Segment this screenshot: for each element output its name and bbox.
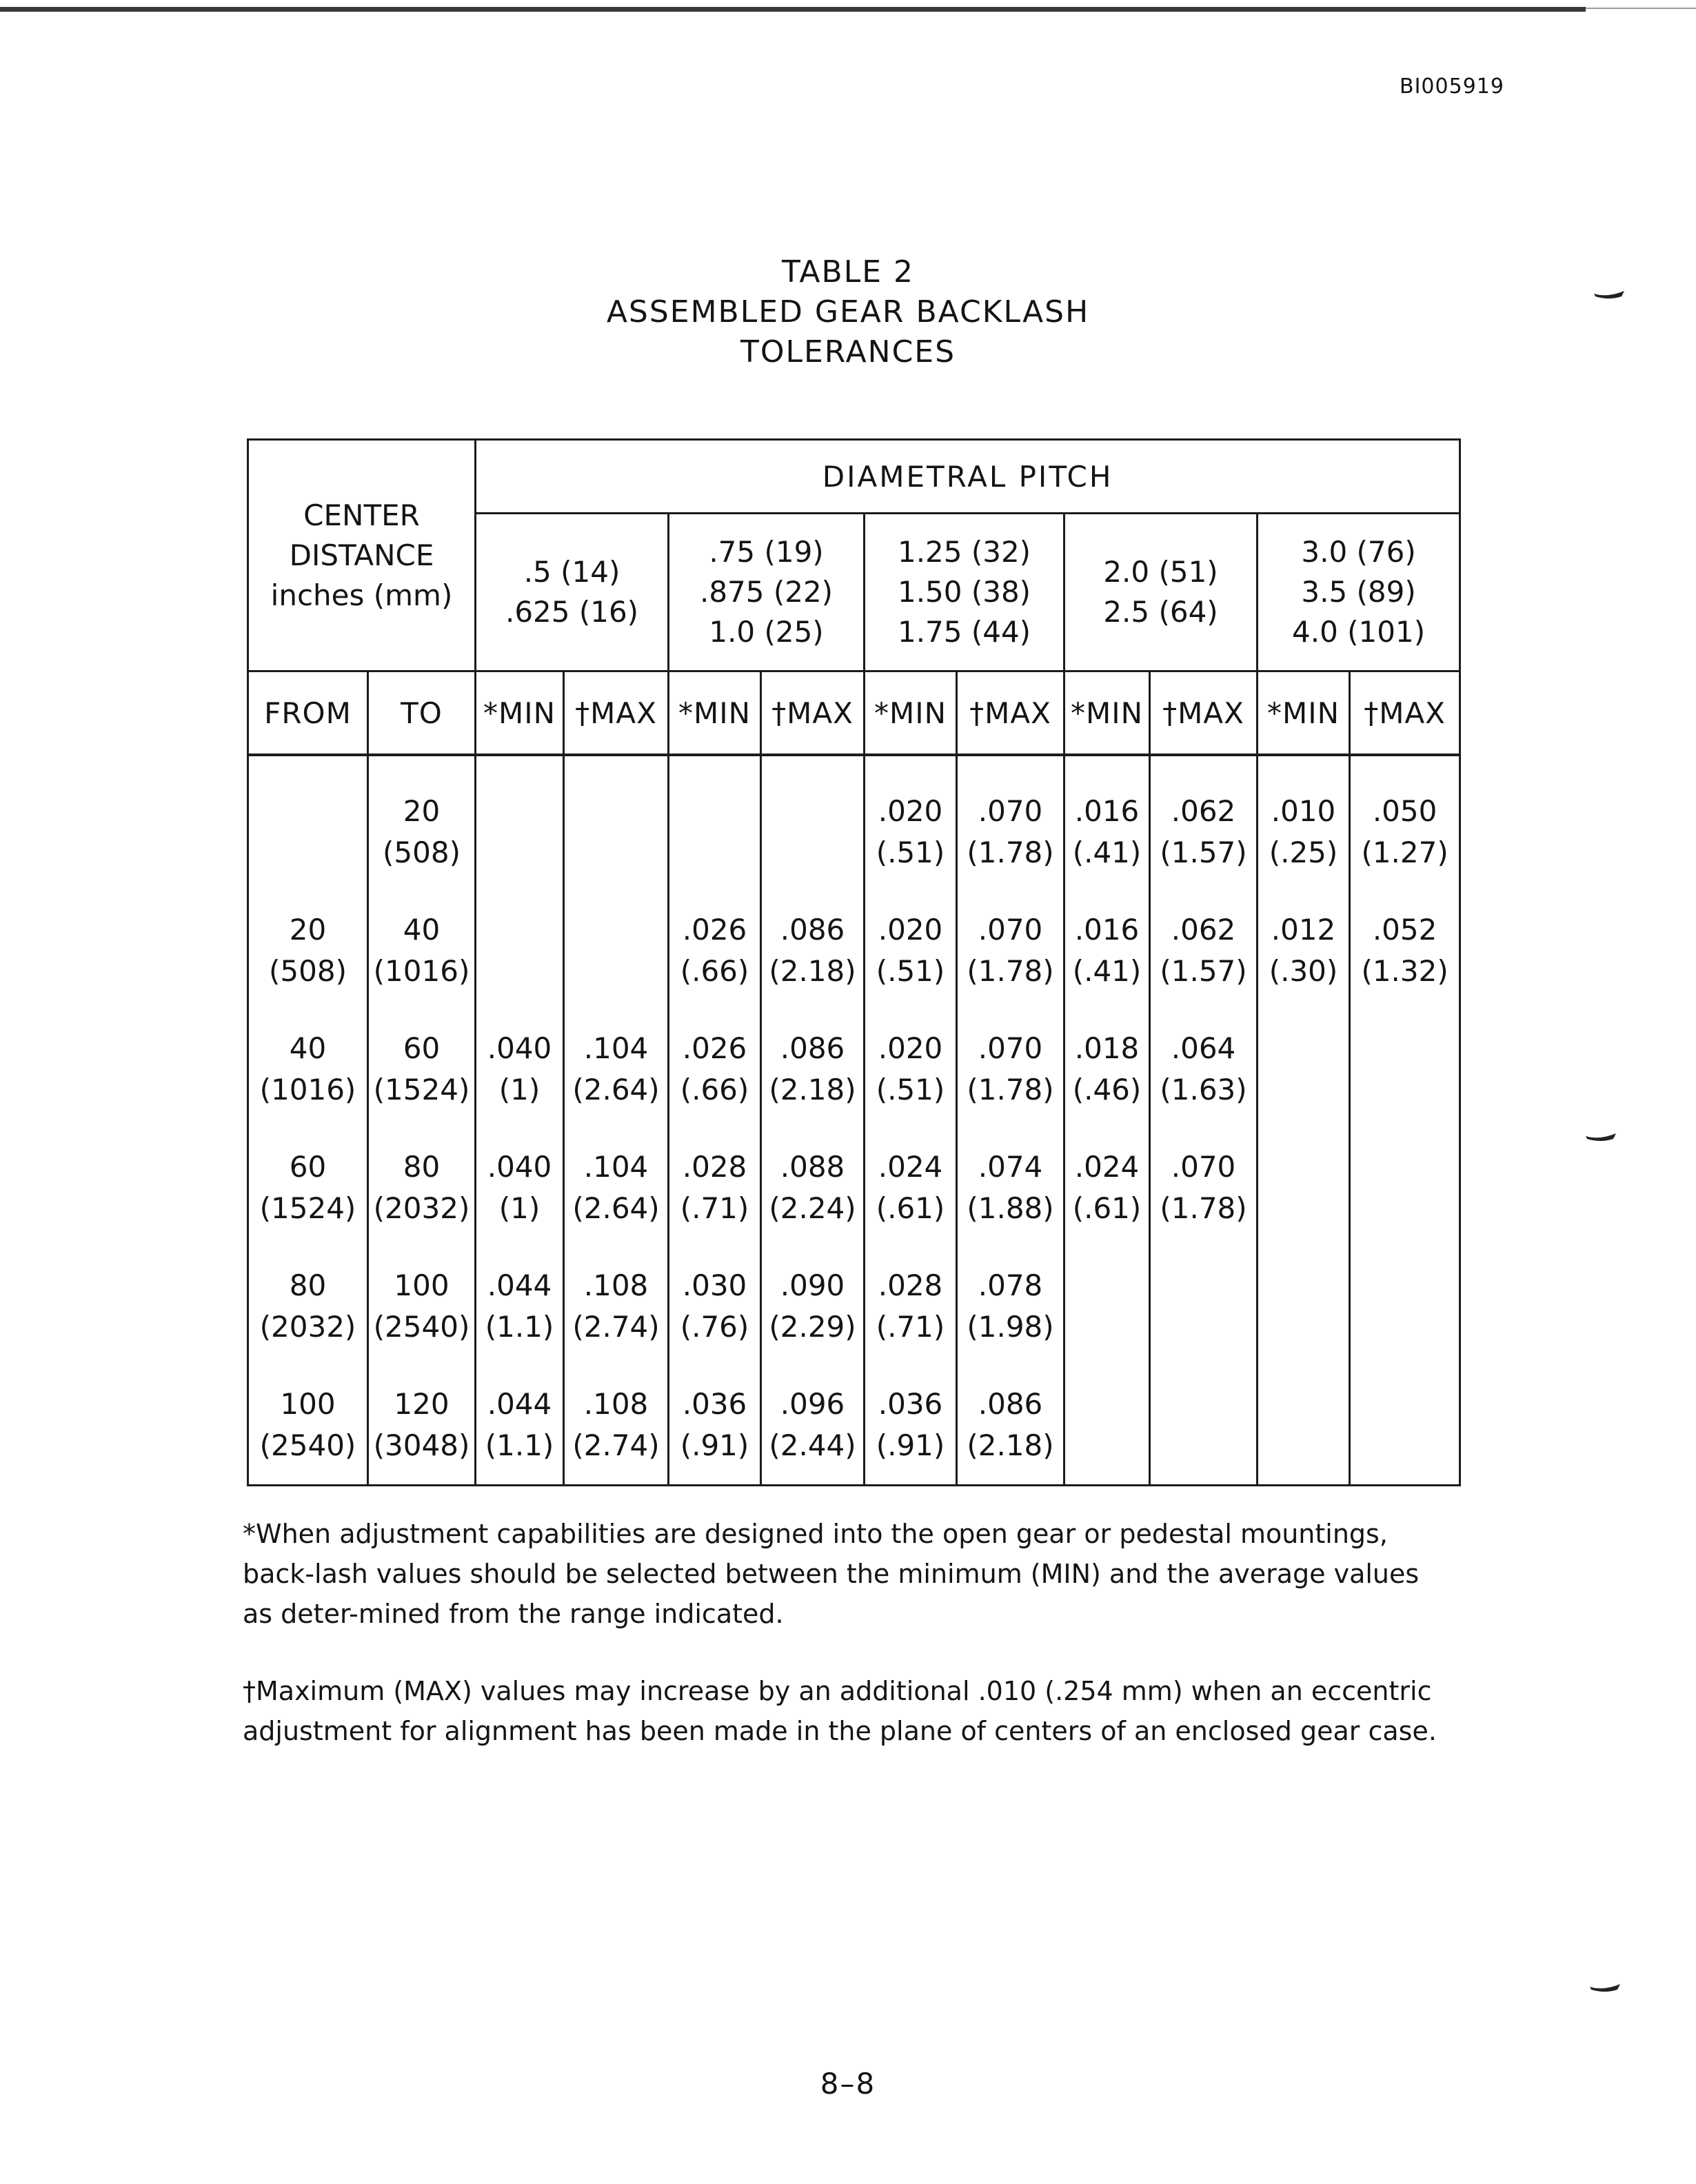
max-value-cell <box>1350 891 1460 1010</box>
to-cell <box>368 755 476 891</box>
inch-value: 20 <box>403 794 441 828</box>
center-distance-label-line: CENTER <box>303 498 420 532</box>
max-column-header: †MAX <box>1150 671 1258 756</box>
pitch-group-header <box>1064 514 1258 671</box>
backlash-tolerance-table <box>247 438 1461 1486</box>
inch-value: .086 <box>780 1031 845 1065</box>
min-value-cell <box>865 1010 957 1129</box>
inch-value: .026 <box>682 1031 747 1065</box>
min-value-cell <box>476 891 564 1010</box>
mm-value: (.61) <box>876 1191 945 1225</box>
inch-value: .028 <box>878 1268 943 1302</box>
max-value-cell <box>564 1247 669 1366</box>
pitch-value: 1.0 (25) <box>709 615 824 649</box>
min-value-cell <box>476 1366 564 1486</box>
mm-value: (.25) <box>1269 836 1338 869</box>
center-distance-header <box>248 440 476 671</box>
inch-value: .074 <box>978 1150 1043 1184</box>
inch-value: .040 <box>487 1150 552 1184</box>
inch-value: .104 <box>583 1031 649 1065</box>
from-cell <box>248 1247 368 1366</box>
pitch-value: .875 (22) <box>699 575 834 609</box>
inch-value: .088 <box>780 1150 845 1184</box>
max-value-cell <box>1150 1129 1258 1247</box>
inch-value: 100 <box>280 1387 336 1421</box>
min-value-cell <box>1258 755 1350 891</box>
inch-value: 40 <box>403 913 441 947</box>
max-value-cell <box>1150 1366 1258 1486</box>
top-border-rule-tail <box>1586 8 1696 9</box>
inch-value: .062 <box>1171 794 1236 828</box>
table-row <box>248 755 1460 891</box>
mm-value: (1.57) <box>1160 836 1247 869</box>
mm-value: (.66) <box>680 954 749 988</box>
table-title-line-3: TOLERANCES <box>740 334 956 370</box>
inch-value: .070 <box>978 913 1043 947</box>
mm-value: (1.98) <box>967 1310 1054 1344</box>
max-value-cell <box>761 755 865 891</box>
mm-value: (2.74) <box>572 1428 660 1462</box>
min-column-header: *MIN <box>669 671 761 756</box>
inch-value: .086 <box>978 1387 1043 1421</box>
min-value-cell <box>1258 1129 1350 1247</box>
min-value-cell <box>669 755 761 891</box>
table-title-line-1: TABLE 2 <box>781 254 915 290</box>
to-header: TO <box>368 671 476 756</box>
pitch-value: .5 (14) <box>523 555 620 589</box>
binder-hole-mark-icon <box>1590 1983 1622 1994</box>
binder-hole-mark-icon <box>1586 1132 1617 1143</box>
mm-value: (.91) <box>876 1428 945 1462</box>
mm-value: (2032) <box>259 1310 356 1344</box>
mm-value: (2.18) <box>967 1428 1054 1462</box>
inch-value: .026 <box>682 913 747 947</box>
inch-value: .108 <box>583 1387 649 1421</box>
mm-value: (2.64) <box>572 1191 660 1225</box>
inch-value: .036 <box>878 1387 943 1421</box>
mm-value: (.46) <box>1072 1073 1142 1106</box>
min-value-cell <box>1258 891 1350 1010</box>
page-number: 8–8 <box>820 2067 876 2101</box>
inch-value: 80 <box>403 1150 441 1184</box>
max-value-cell <box>1150 1247 1258 1366</box>
to-cell <box>368 1010 476 1129</box>
inch-value: .070 <box>1171 1150 1236 1184</box>
mm-value: (.30) <box>1269 954 1338 988</box>
inch-value: 60 <box>403 1031 441 1065</box>
pitch-value: 1.50 (38) <box>897 575 1031 609</box>
inch-value: 100 <box>394 1268 450 1302</box>
mm-value: (1.78) <box>967 1073 1054 1106</box>
mm-value: (.76) <box>680 1310 749 1344</box>
min-column-header: *MIN <box>1258 671 1350 756</box>
max-value-cell <box>761 891 865 1010</box>
min-value-cell <box>1064 1010 1150 1129</box>
min-value-cell <box>1064 891 1150 1010</box>
mm-value: (1.88) <box>967 1191 1054 1225</box>
binder-hole-mark-icon <box>1594 290 1626 301</box>
min-value-cell <box>1064 1129 1150 1247</box>
max-value-cell <box>761 1129 865 1247</box>
inch-value: .012 <box>1271 913 1336 947</box>
mm-value: (2.18) <box>769 954 856 988</box>
center-distance-label-line: DISTANCE <box>289 538 434 572</box>
max-value-cell <box>1350 1247 1460 1366</box>
pitch-group-header <box>1258 514 1460 671</box>
mm-value: (.61) <box>1072 1191 1142 1225</box>
mm-value: (1.1) <box>485 1310 554 1344</box>
max-value-cell <box>1350 1129 1460 1247</box>
inch-value: .024 <box>1074 1150 1140 1184</box>
from-header: FROM <box>248 671 368 756</box>
table-row <box>248 1247 1460 1366</box>
mm-value: (2.24) <box>769 1191 856 1225</box>
mm-value: (.91) <box>680 1428 749 1462</box>
max-column-header: †MAX <box>564 671 669 756</box>
min-value-cell <box>1064 1366 1150 1486</box>
diametral-pitch-header: DIAMETRAL PITCH <box>476 440 1460 514</box>
center-distance-units-label: inches (mm) <box>270 578 453 612</box>
pitch-value: 4.0 (101) <box>1292 615 1426 649</box>
table-title-line-2: ASSEMBLED GEAR BACKLASH <box>606 294 1090 330</box>
inch-value: .040 <box>487 1031 552 1065</box>
mm-value: (1016) <box>373 954 470 988</box>
max-value-cell <box>761 1366 865 1486</box>
document-id: BI005919 <box>1400 74 1504 99</box>
min-column-header: *MIN <box>476 671 564 756</box>
mm-value: (.66) <box>680 1073 749 1106</box>
inch-value: .052 <box>1372 913 1437 947</box>
min-value-cell <box>476 1129 564 1247</box>
inch-value: 60 <box>289 1150 327 1184</box>
inch-value: .104 <box>583 1150 649 1184</box>
min-value-cell <box>669 1010 761 1129</box>
mm-value: (2032) <box>373 1191 470 1225</box>
from-cell <box>248 1366 368 1486</box>
min-value-cell <box>865 1247 957 1366</box>
mm-value: (508) <box>269 954 347 988</box>
inch-value: .078 <box>978 1268 1043 1302</box>
mm-value: (.71) <box>876 1310 945 1344</box>
inch-value: .020 <box>878 1031 943 1065</box>
from-cell <box>248 891 368 1010</box>
footnote-min: *When adjustment capabilities are designed into the open gear or pedestal mountings, back-lash values should be selected between the minimum (MIN) and the average values as deter-mined from the range indicated. <box>243 1519 1420 1629</box>
min-value-cell <box>865 1366 957 1486</box>
pitch-value: 2.5 (64) <box>1103 595 1218 629</box>
inch-value: .016 <box>1074 794 1140 828</box>
min-value-cell <box>669 1247 761 1366</box>
min-value-cell <box>476 1010 564 1129</box>
inch-value: .090 <box>780 1268 845 1302</box>
inch-value: .050 <box>1372 794 1437 828</box>
table-row <box>248 891 1460 1010</box>
inch-value: .010 <box>1271 794 1336 828</box>
top-border-rule <box>0 7 1586 12</box>
pitch-value: 3.5 (89) <box>1301 575 1416 609</box>
mm-value: (2540) <box>259 1428 356 1462</box>
min-value-cell <box>865 891 957 1010</box>
mm-value: (.41) <box>1072 836 1142 869</box>
inch-value: .062 <box>1171 913 1236 947</box>
max-value-cell <box>957 1366 1064 1486</box>
max-value-cell <box>1150 755 1258 891</box>
inch-value: 120 <box>394 1387 450 1421</box>
max-value-cell <box>564 1010 669 1129</box>
inch-value: .020 <box>878 913 943 947</box>
mm-value: (2.74) <box>572 1310 660 1344</box>
max-value-cell <box>1150 891 1258 1010</box>
min-value-cell <box>1258 1366 1350 1486</box>
inch-value: .024 <box>878 1150 943 1184</box>
min-value-cell <box>669 1366 761 1486</box>
min-value-cell <box>1258 1010 1350 1129</box>
inch-value: 40 <box>289 1031 327 1065</box>
max-value-cell <box>1350 755 1460 891</box>
pitch-value: 3.0 (76) <box>1301 535 1416 569</box>
mm-value: (1.78) <box>967 836 1054 869</box>
max-value-cell <box>957 755 1064 891</box>
from-cell <box>248 1010 368 1129</box>
max-column-header: †MAX <box>957 671 1064 756</box>
max-value-cell <box>564 891 669 1010</box>
inch-value: .070 <box>978 1031 1043 1065</box>
inch-value: 80 <box>289 1268 327 1302</box>
max-value-cell <box>564 1366 669 1486</box>
to-cell <box>368 891 476 1010</box>
mm-value: (1016) <box>259 1073 356 1106</box>
min-value-cell <box>1258 1247 1350 1366</box>
inch-value: .108 <box>583 1268 649 1302</box>
mm-value: (.51) <box>876 954 945 988</box>
max-value-cell <box>957 1247 1064 1366</box>
max-value-cell <box>564 1129 669 1247</box>
pitch-value: 2.0 (51) <box>1103 555 1218 589</box>
pitch-value: 1.75 (44) <box>897 615 1031 649</box>
min-value-cell <box>476 755 564 891</box>
inch-value: .020 <box>878 794 943 828</box>
pitch-group-header <box>865 514 1064 671</box>
min-value-cell <box>1064 755 1150 891</box>
min-value-cell <box>669 1129 761 1247</box>
mm-value: (2.18) <box>769 1073 856 1106</box>
to-cell <box>368 1129 476 1247</box>
inch-value: .096 <box>780 1387 845 1421</box>
table-row <box>248 1129 1460 1247</box>
mm-value: (1.32) <box>1361 954 1448 988</box>
pitch-value: 1.25 (32) <box>897 535 1031 569</box>
min-value-cell <box>865 755 957 891</box>
pitch-value: .625 (16) <box>505 595 639 629</box>
inch-value: .086 <box>780 913 845 947</box>
inch-value: .044 <box>487 1268 552 1302</box>
pitch-group-header <box>476 514 669 671</box>
footnote-max: †Maximum (MAX) values may increase by an additional .010 (.254 mm) when an eccentric adjustment for alignment has been made in the plane of centers of an enclosed gear case. <box>243 1676 1437 1746</box>
max-value-cell <box>761 1010 865 1129</box>
mm-value: (.51) <box>876 1073 945 1106</box>
mm-value: (3048) <box>373 1428 470 1462</box>
to-cell <box>368 1366 476 1486</box>
max-value-cell <box>957 891 1064 1010</box>
max-value-cell <box>957 1129 1064 1247</box>
max-column-header: †MAX <box>1350 671 1460 756</box>
max-column-header: †MAX <box>761 671 865 756</box>
from-cell <box>248 755 368 891</box>
inch-value: .036 <box>682 1387 747 1421</box>
mm-value: (1) <box>498 1191 541 1225</box>
mm-value: (.51) <box>876 836 945 869</box>
min-value-cell <box>865 1129 957 1247</box>
mm-value: (1.1) <box>485 1428 554 1462</box>
inch-value: .030 <box>682 1268 747 1302</box>
min-value-cell <box>669 891 761 1010</box>
to-cell <box>368 1247 476 1366</box>
max-value-cell <box>1150 1010 1258 1129</box>
mm-value: (.41) <box>1072 954 1142 988</box>
mm-value: (1.63) <box>1160 1073 1247 1106</box>
max-value-cell <box>564 755 669 891</box>
mm-value: (1524) <box>259 1191 356 1225</box>
max-value-cell <box>957 1010 1064 1129</box>
inch-value: .064 <box>1171 1031 1236 1065</box>
mm-value: (1) <box>498 1073 541 1106</box>
mm-value: (.71) <box>680 1191 749 1225</box>
mm-value: (1524) <box>373 1073 470 1106</box>
mm-value: (1.78) <box>1160 1191 1247 1225</box>
table-row <box>248 1366 1460 1486</box>
pitch-value: .75 (19) <box>709 535 824 569</box>
table-row <box>248 1010 1460 1129</box>
inch-value: .044 <box>487 1387 552 1421</box>
mm-value: (1.57) <box>1160 954 1247 988</box>
inch-value: .028 <box>682 1150 747 1184</box>
min-column-header: *MIN <box>865 671 957 756</box>
max-value-cell <box>1350 1010 1460 1129</box>
inch-value: .016 <box>1074 913 1140 947</box>
pitch-group-header <box>669 514 865 671</box>
min-column-header: *MIN <box>1064 671 1150 756</box>
from-cell <box>248 1129 368 1247</box>
inch-value: .070 <box>978 794 1043 828</box>
mm-value: (2.44) <box>769 1428 856 1462</box>
mm-value: (508) <box>383 836 461 869</box>
mm-value: (2.29) <box>769 1310 856 1344</box>
max-value-cell <box>1350 1366 1460 1486</box>
min-value-cell <box>476 1247 564 1366</box>
inch-value: 20 <box>289 913 327 947</box>
mm-value: (2.64) <box>572 1073 660 1106</box>
inch-value: .018 <box>1074 1031 1140 1065</box>
mm-value: (1.78) <box>967 954 1054 988</box>
mm-value: (2540) <box>373 1310 470 1344</box>
mm-value: (1.27) <box>1361 836 1448 869</box>
max-value-cell <box>761 1247 865 1366</box>
min-value-cell <box>1064 1247 1150 1366</box>
